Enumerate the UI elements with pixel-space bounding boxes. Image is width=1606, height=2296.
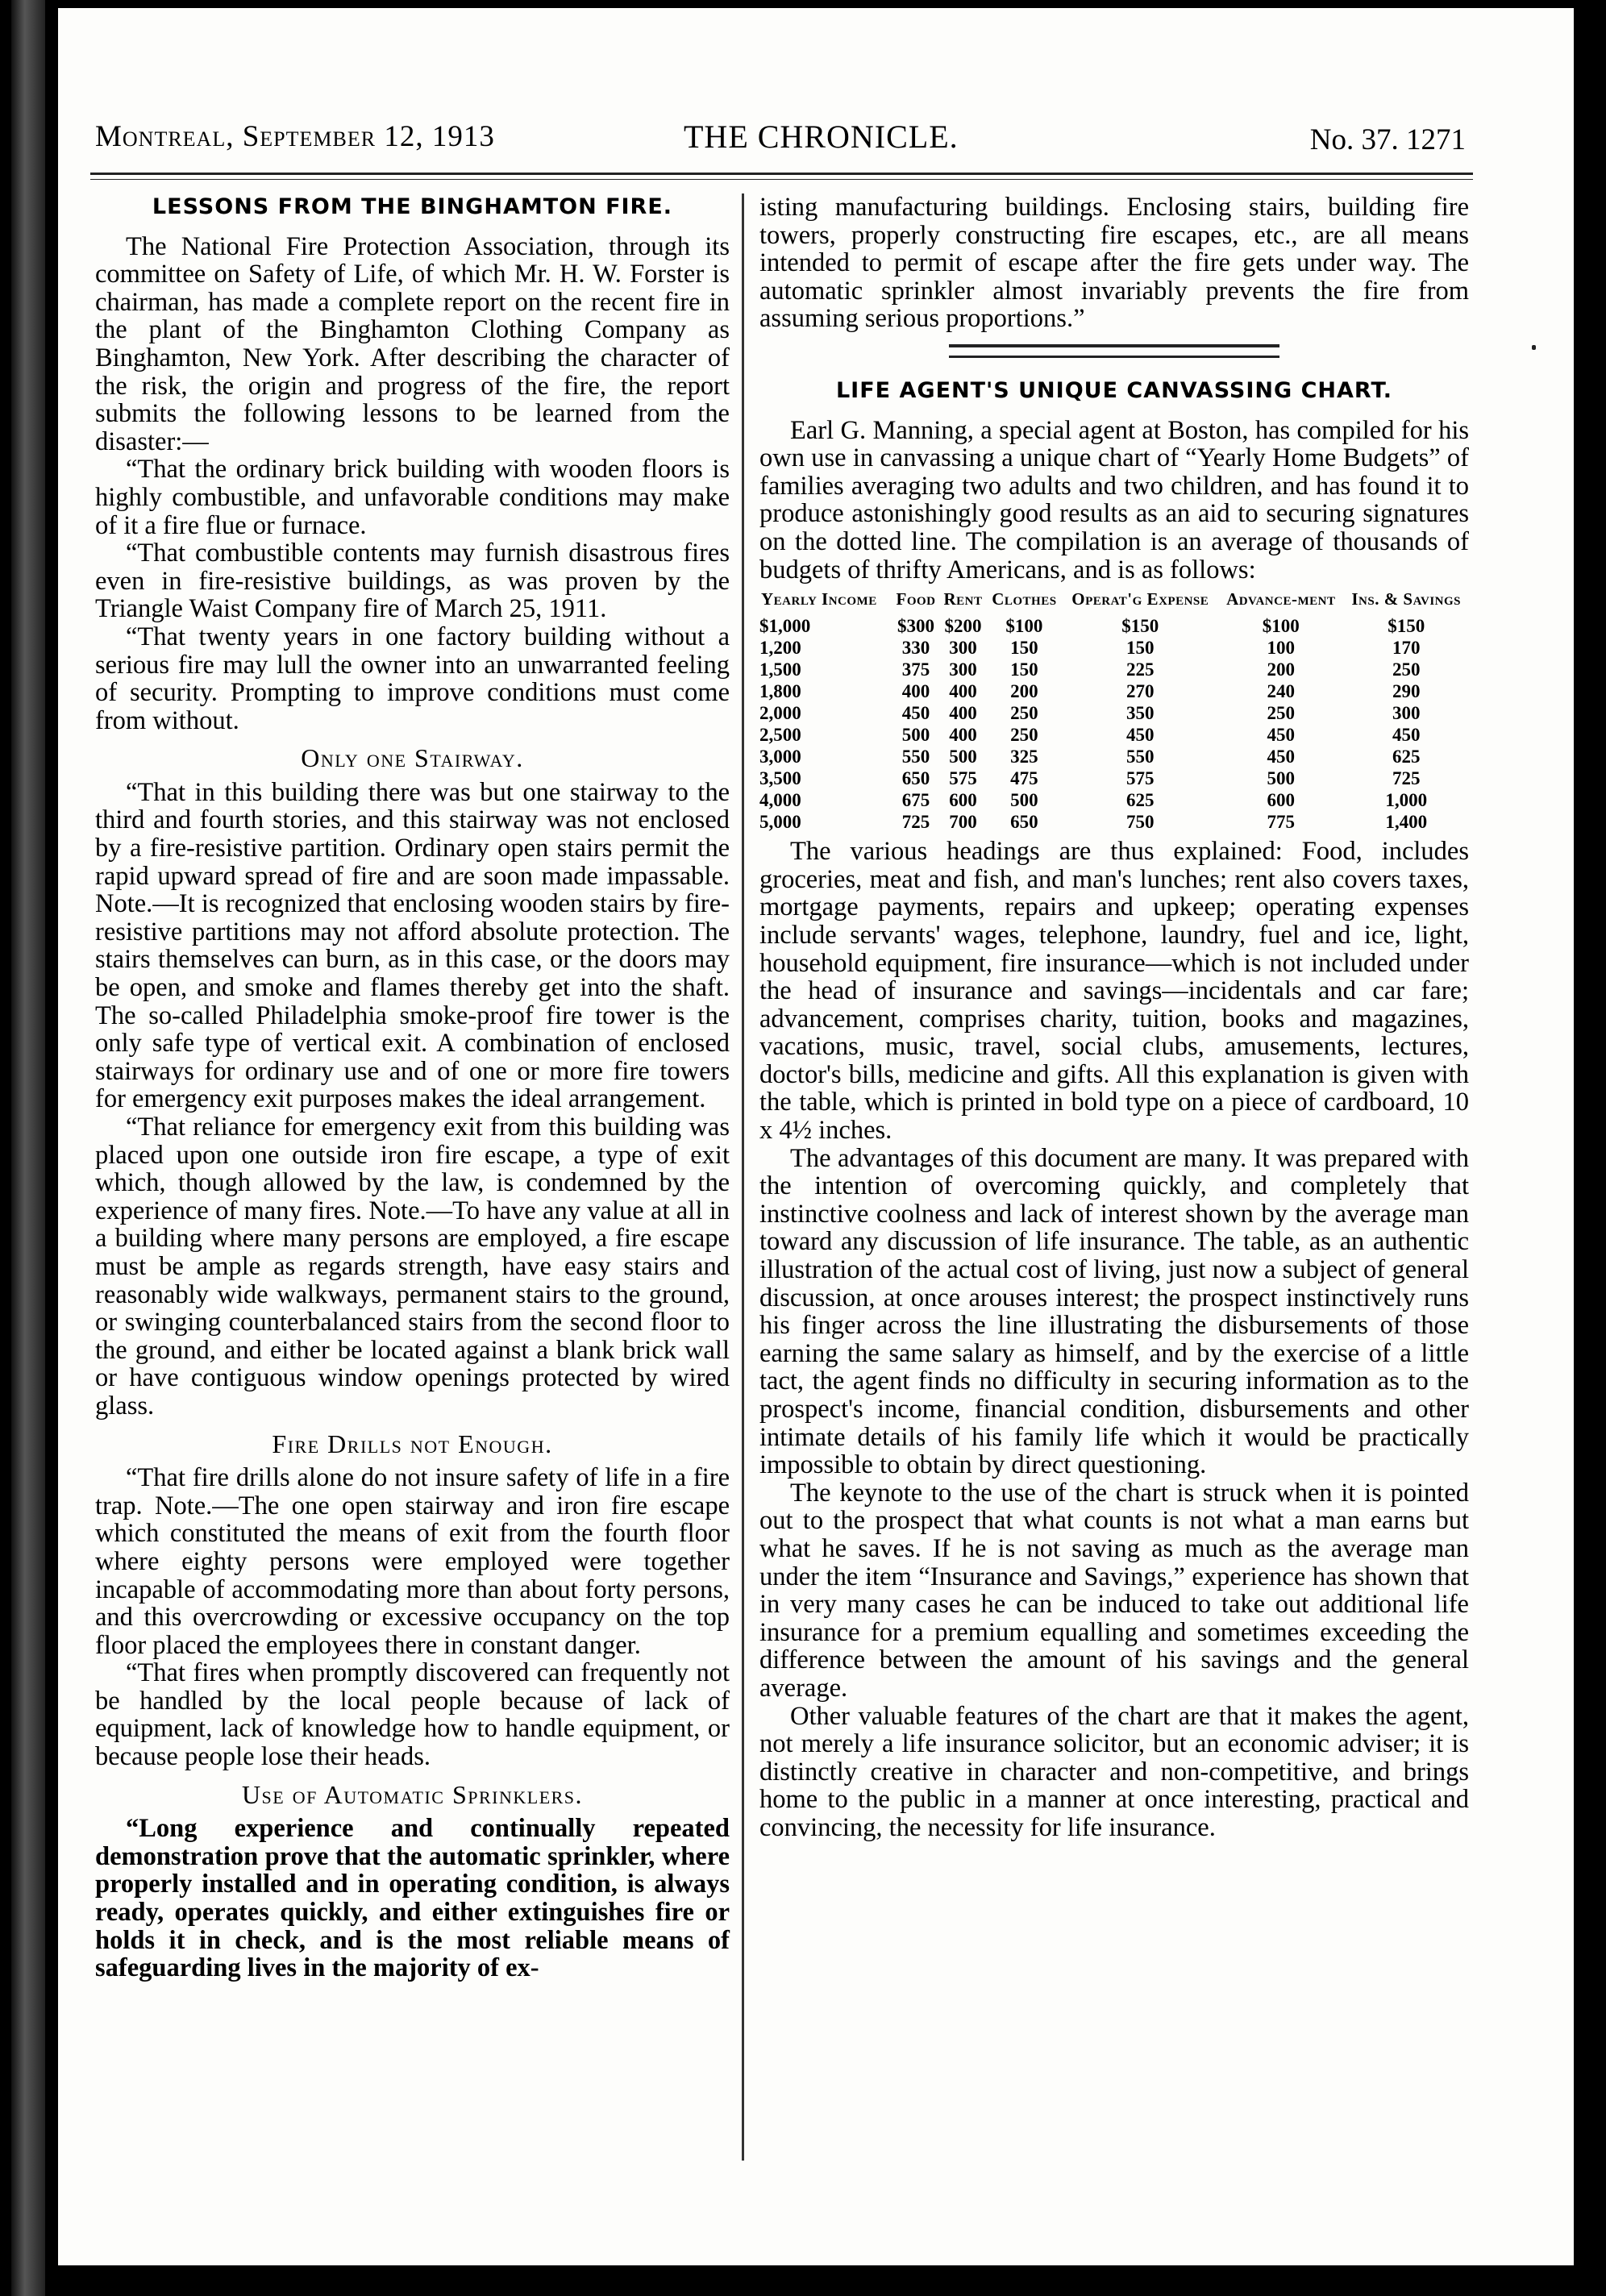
page-header — [95, 113, 1466, 161]
table-row — [759, 680, 1469, 702]
table-cell: 300 — [1392, 703, 1421, 724]
table-cell: 290 — [1392, 681, 1421, 702]
column-header: Rent — [943, 589, 983, 609]
table-cell: 270 — [1126, 681, 1155, 702]
paragraph: Earl G. Manning, a special agent at Boston, has compiled for his own use in canvassing a unique chart of “Yearly Home Budgets” of families averaging two adults and two children, and has found it to produce astonishingly good results as an aid to securing signatures on the dotted line. The compilation is an average of thousands of budgets of thrifty Americans, and is as follows: — [759, 415, 1469, 584]
table-row — [759, 659, 1469, 680]
table-row — [759, 789, 1469, 811]
table-cell: 250 — [1267, 703, 1296, 724]
paragraph: Other valuable features of the chart are that it makes the agent, not merely a life insurance solicitor, but an economic adviser; it is distinctly creative in character and non-competitive, and brings home to the public in a manner at once interesting, practical and convincing, the necessity for life insurance. — [759, 1701, 1469, 1842]
table-cell: 450 — [1392, 725, 1421, 746]
table-cell: 200 — [1010, 681, 1038, 702]
table-cell: 1,200 — [759, 638, 801, 659]
table-cell: 150 — [1010, 638, 1038, 659]
table-cell: 150 — [1010, 659, 1038, 680]
table-cell: 1,800 — [759, 681, 801, 702]
table-cell: 450 — [1267, 725, 1296, 746]
paragraph: The advantages of this document are many. It was prepared with the intention of overcoming quickly, and completely that instinctive coolness and lack of interest shown by the average man toward any discussion of life insurance. The table, as an authentic illustration of the actual cost of living, just now a subject of general discussion, at once arouses interest; the prospect instinctively runs his finger across the line illustrating the disbursements of those earning the same salary as himself, and by the exercise of a little tact, the agent finds no difficulty in securing information as to the prospect's income, financial condition, disbursements and other intimate details of his family life which it would be practically impossible to obtain by direct questioning. — [759, 1143, 1469, 1480]
table-row — [759, 811, 1469, 833]
paragraph: “That reliance for emergency exit from this building was placed upon one outside iron fire escape, a type of exit which, though allowed by the law, is condemned by the experience of many fires. Note.—To have any value at all in a building where many persons are employed, a fire escape must be ample as regards strength, have easy stairs and reasonably wide walkways, permanent stairs to the ground, or swinging counterbalanced stairs from the second floor to the ground, and either be located against a blank brick wall or have contiguous window openings protected by wired glass. — [95, 1113, 730, 1420]
table-cell: 100 — [1267, 638, 1296, 659]
section-separator — [949, 344, 1279, 358]
header-rule — [90, 173, 1473, 175]
table-cell: 375 — [901, 659, 930, 680]
header-dateline: Montreal, September 12, 1913 — [95, 120, 495, 153]
right-column — [759, 193, 1469, 1842]
table-cell: 300 — [949, 638, 977, 659]
paragraph: “That combustible contents may furnish disastrous fires even in fire-resistive buildings, as was proven by the Triangle Waist Company fire of March 25, 1911. — [95, 539, 730, 624]
table-cell: 650 — [901, 768, 930, 789]
paragraph: “That in this building there was but one stairway to the third and fourth stories, and this stairway was not enclosed by a fire-resistive partition. Ordinary open stairs permit the rapid upward spread of fire and are soon made impassable. Note.—It is recognized that enclosing wooden stairs by fire-resistive partitions may not afford absolute protection. The stairs themselves can burn, as in this case, or the doors may be open, and smoke and flames thereby get into the shaft. The so-called Philadelphia smoke-proof fire tower is the only safe type of vertical exit. A combination of enclosed stairways for ordinary use and of one or more fire towers for emergency exit purposes makes the ideal arrangement. — [95, 777, 730, 1114]
table-body — [759, 615, 1469, 833]
table-cell: 750 — [1126, 812, 1155, 833]
table-cell: 600 — [1267, 790, 1296, 811]
table-cell: 4,000 — [759, 790, 801, 811]
table-row — [759, 767, 1469, 789]
table-cell: 200 — [1267, 659, 1296, 680]
table-cell: $1,000 — [759, 616, 811, 637]
table-cell: 500 — [949, 747, 977, 767]
table-cell: 250 — [1392, 659, 1421, 680]
table-cell: 325 — [1010, 747, 1038, 767]
table-cell: 330 — [901, 638, 930, 659]
header-rule-thin — [90, 179, 1473, 180]
paragraph-continued: isting manufacturing buildings. Enclosing stairs, building fire towers, properly constructing fire escapes, etc., are all means intended to permit of escape after the fire gets under way. The automatic sprinkler almost invariably prevents the fire from assuming serious proportions.” — [759, 193, 1469, 334]
paragraph: “That fire drills alone do not insure safety of life in a fire trap. Note.—The one open stairway and iron fire escape which constituted the means of exit from the fourth floor where eighty persons were employed were together incapable of accommodating more than about forty persons, and this overcrowding or excessive occupancy on the top floor placed the employees there in constant danger. — [95, 1463, 730, 1660]
table-cell: 500 — [901, 725, 930, 746]
table-cell: 450 — [901, 703, 930, 724]
paragraph: “That fires when promptly discovered can frequently not be handled by the local people because of lack of equipment, lack of knowledge how to handle equipment, or because people lose their heads. — [95, 1658, 730, 1772]
paragraph: The National Fire Protection Association, through its committee on Safety of Life, of which Mr. H. W. Forster is chairman, has made a complete report on the recent fire in the plant of the Binghamton Clothing Company as Binghamton, New York. After describing the character of the risk, the origin and progress of the fire, the report submits the following lessons to be learned from the disaster:— — [95, 231, 730, 456]
column-header: Yearly Income — [761, 589, 877, 609]
table-row — [759, 702, 1469, 724]
table-cell: 350 — [1126, 703, 1155, 724]
scan-binding-edge — [11, 0, 45, 2296]
table-row — [759, 724, 1469, 746]
table-cell: 400 — [901, 681, 930, 702]
table-cell: 775 — [1267, 812, 1296, 833]
paragraph: “That twenty years in one factory building without a serious fire may lull the owner into an unwarranted feeling of security. Prompting to improve conditions must come from without. — [95, 622, 730, 735]
table-cell: $300 — [897, 616, 934, 637]
table-cell: 575 — [949, 768, 977, 789]
table-cell: 300 — [949, 659, 977, 680]
table-cell: 240 — [1267, 681, 1296, 702]
table-cell: 475 — [1010, 768, 1038, 789]
table-cell: 170 — [1392, 638, 1421, 659]
table-cell: $200 — [944, 616, 982, 637]
table-cell: 225 — [1126, 659, 1155, 680]
column-header: Operat'g Expense — [1071, 589, 1209, 609]
table-cell: 2,000 — [759, 703, 801, 724]
article-title-canvassing-chart: LIFE AGENT'S UNIQUE CANVASSING CHART. — [835, 377, 1393, 403]
table-cell: 450 — [1267, 747, 1296, 767]
paragraph: “That the ordinary brick building with wooden floors is highly combustible, and unfavorable conditions may make of it a fire flue or furnace. — [95, 455, 730, 540]
subheading-fire-drills: Fire Drills not Enough. — [272, 1429, 553, 1458]
table-cell: $100 — [1262, 616, 1300, 637]
table-cell: 650 — [1010, 812, 1038, 833]
table-row — [759, 746, 1469, 767]
table-cell: $150 — [1388, 616, 1425, 637]
table-cell: 3,500 — [759, 768, 801, 789]
article-title-binghamton: LESSONS FROM THE BINGHAMTON FIRE. — [152, 194, 673, 219]
table-cell: $100 — [1005, 616, 1043, 637]
table-cell: 700 — [949, 812, 977, 833]
column-header: Advance-ment — [1226, 589, 1336, 609]
table-header-row — [759, 590, 1469, 615]
table-cell: 2,500 — [759, 725, 801, 746]
table-cell: 500 — [1267, 768, 1296, 789]
table-cell: 550 — [1126, 747, 1155, 767]
table-cell: 450 — [1126, 725, 1155, 746]
table-cell: 400 — [949, 725, 977, 746]
subheading-stairway: Only one Stairway. — [301, 743, 524, 773]
table-cell: 400 — [949, 681, 977, 702]
table-cell: 725 — [901, 812, 930, 833]
subheading-sprinklers: Use of Automatic Sprinklers. — [241, 1779, 584, 1809]
table-cell: 575 — [1126, 768, 1155, 789]
header-page-number: No. 37. 1271 — [1309, 123, 1466, 156]
paragraph: “Long experience and continually repeated demonstration prove that the automatic sprinkler, where properly installed and in operating condition, is always ready, operates quickly, and either extinguishes fire or holds it in check, and is the most reliable means of safeguarding lives in the majority of ex- — [95, 1814, 730, 1983]
table-cell: 725 — [1392, 768, 1421, 789]
header-masthead: THE CHRONICLE. — [684, 119, 959, 155]
table-cell: 250 — [1010, 725, 1038, 746]
table-cell: 1,000 — [1385, 790, 1428, 811]
table-cell: 5,000 — [759, 812, 801, 833]
budget-table — [759, 590, 1469, 833]
table-cell: 500 — [1010, 790, 1038, 811]
column-header: Clothes — [992, 589, 1057, 609]
table-cell: 400 — [949, 703, 977, 724]
table-cell: 600 — [949, 790, 977, 811]
table-cell: 625 — [1126, 790, 1155, 811]
table-cell: 1,500 — [759, 659, 801, 680]
table-cell: 3,000 — [759, 747, 801, 767]
table-row — [759, 637, 1469, 659]
paragraph: The various headings are thus explained: Food, includes groceries, meat and fish, and man's lunches; rent also covers taxes, mortgage payments, repairs and upkeep; operating expenses include servants' wages, telephone, laundry, fuel and ice, light, household equipment, fire insurance—which is not included under the head of insurance and savings—incidentals and car fare; advancement, comprises charity, tuition, books and magazines, vacations, music, travel, social clubs, amusements, lectures, doctor's bills, medicine and gifts. All this explanation is given with the table, which is printed in bold type on a piece of cardboard, 10 x 4½ inches. — [759, 837, 1469, 1146]
table-row — [759, 615, 1469, 637]
paragraph: The keynote to the use of the chart is struck when it is pointed out to the prospect that what counts is not what a man earns but what he saves. If he is not saving as much as the average man under the item “Insurance and Savings,” experience has shown that in very many cases he can be induced to take out additional life insurance for a premium equalling and sometimes exceeding the difference between the amount of his savings and the general average. — [759, 1478, 1469, 1703]
ink-speck — [1532, 345, 1536, 350]
table-cell: 250 — [1010, 703, 1038, 724]
column-header: Ins. & Savings — [1351, 589, 1462, 609]
table-cell: 1,400 — [1385, 812, 1428, 833]
table-cell: $150 — [1121, 616, 1159, 637]
column-header: Food — [896, 589, 936, 609]
table-cell: 625 — [1392, 747, 1421, 767]
table-cell: 550 — [901, 747, 930, 767]
column-divider — [742, 193, 744, 2161]
table-cell: 150 — [1126, 638, 1155, 659]
table-cell: 675 — [901, 790, 930, 811]
left-column — [95, 193, 730, 1982]
